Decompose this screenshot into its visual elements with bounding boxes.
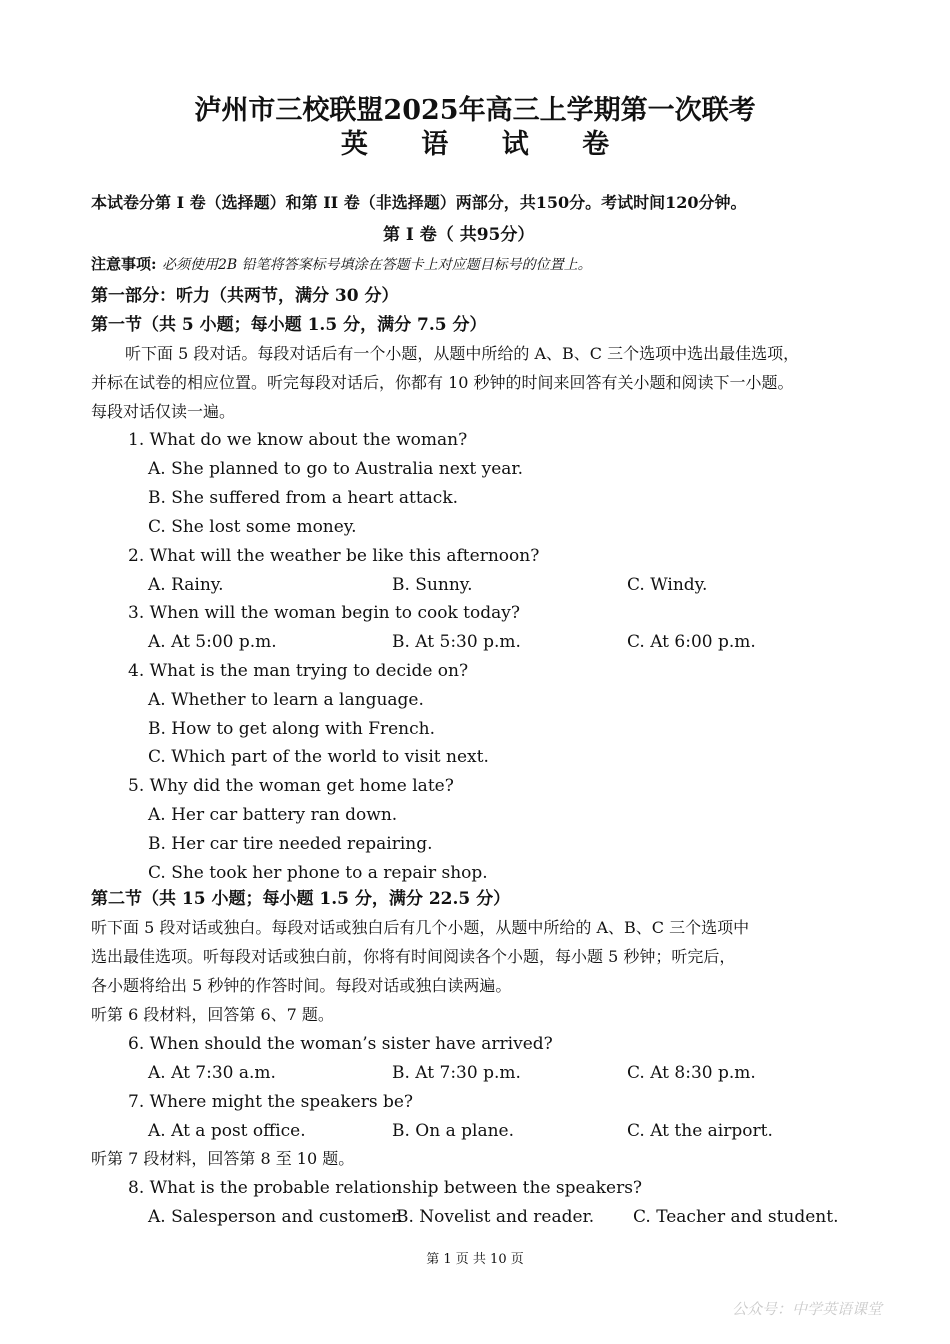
option-8c: C. Teacher and student. (633, 1207, 839, 1227)
option-3b: B. At 5:30 p.m. (392, 632, 521, 652)
option-7b: B. On a plane. (392, 1121, 514, 1141)
volume-heading: 第 I 卷（ 共95分） (383, 225, 535, 245)
option-3a: A. At 5:00 p.m. (148, 632, 277, 652)
option-5b: B. Her car tire needed repairing. (148, 834, 433, 854)
section1-instruction-line: 并标在试卷的相应位置。听完每段对话后，你都有 10 秒钟的时间来回答有关小题和阅读下一小题。 (91, 373, 794, 392)
section2-instruction-line: 听下面 5 段对话或独白。每段对话或独白后有几个小题，从题中所给的 A、B、C 三个选项中 (91, 918, 750, 937)
notice-label: 注意事项: (91, 255, 157, 273)
material-7-note: 听第 7 段材料，回答第 8 至 10 题。 (91, 1149, 355, 1168)
section1-instruction-line: 听下面 5 段对话。每段对话后有一个小题，从题中所给的 A、B、C 三个选项中选出最佳选项， (125, 344, 800, 363)
option-5a: A. Her car battery ran down. (148, 805, 398, 825)
exam-subtitle: 英 语 试 卷 (340, 129, 632, 160)
notice (91, 253, 592, 276)
option-8a: A. Salesperson and customer. (148, 1207, 403, 1227)
section2-heading: 第二节（共 15 小题；每小题 1.5 分，满分 22.5 分） (91, 889, 511, 909)
option-1a: A. She planned to go to Australia next year. (148, 459, 524, 479)
question-5: 5. Why did the woman get home late? (128, 776, 454, 796)
material-6-note: 听第 6 段材料，回答第 6、7 题。 (91, 1005, 334, 1024)
option-6c: C. At 8:30 p.m. (627, 1063, 756, 1083)
section2-instruction-line: 选出最佳选项。听每段对话或独白前，你将有时间阅读各个小题，每小题 5 秒钟；听完后， (91, 947, 736, 966)
option-1c: C. She lost some money. (148, 517, 357, 537)
question-7: 7. Where might the speakers be? (128, 1092, 414, 1112)
watermark: 公众号：中学英语课堂 (731, 1300, 882, 1318)
question-3: 3. When will the woman begin to cook today? (128, 603, 520, 623)
option-5c: C. She took her phone to a repair shop. (148, 863, 488, 883)
option-4a: A. Whether to learn a language. (148, 690, 424, 710)
option-6a: A. At 7:30 a.m. (148, 1063, 276, 1083)
option-1b: B. She suffered from a heart attack. (148, 488, 459, 508)
option-4b: B. How to get along with French. (148, 719, 435, 739)
option-3c: C. At 6:00 p.m. (627, 632, 756, 652)
question-6: 6. When should the woman’s sister have arrived? (128, 1034, 553, 1054)
option-8b: B. Novelist and reader. (396, 1207, 595, 1227)
option-2b: B. Sunny. (392, 575, 473, 595)
option-4c: C. Which part of the world to visit next. (148, 747, 489, 767)
question-4: 4. What is the man trying to decide on? (128, 661, 469, 681)
option-6b: B. At 7:30 p.m. (392, 1063, 521, 1083)
question-8: 8. What is the probable relationship between the speakers? (128, 1178, 643, 1198)
option-2a: A. Rainy. (148, 575, 224, 595)
option-7c: C. At the airport. (627, 1121, 773, 1141)
part1-heading: 第一部分：听力（共两节，满分 30 分） (91, 286, 399, 306)
section1-heading: 第一节（共 5 小题；每小题 1.5 分，满分 7.5 分） (91, 315, 487, 335)
page-footer: 第 1 页 共 10 页 (426, 1252, 524, 1267)
question-2: 2. What will the weather be like this afternoon? (128, 546, 540, 566)
exam-title: 泸州市三校联盟2025年高三上学期第一次联考 (194, 95, 756, 126)
option-2c: C. Windy. (627, 575, 708, 595)
notice-text: 必须使用2B 铅笔将答案标号填涂在答题卡上对应题目标号的位置上。 (161, 257, 592, 273)
option-7a: A. At a post office. (148, 1121, 306, 1141)
section2-instruction-line: 各小题将给出 5 秒钟的作答时间。每段对话或独白读两遍。 (91, 976, 512, 995)
question-1: 1. What do we know about the woman? (128, 430, 468, 450)
section1-instruction-line: 每段对话仅读一遍。 (91, 402, 236, 421)
intro-text: 本试卷分第 I 卷（选择题）和第 II 卷（非选择题）两部分，共150分。考试时间120分钟。 (91, 193, 747, 212)
